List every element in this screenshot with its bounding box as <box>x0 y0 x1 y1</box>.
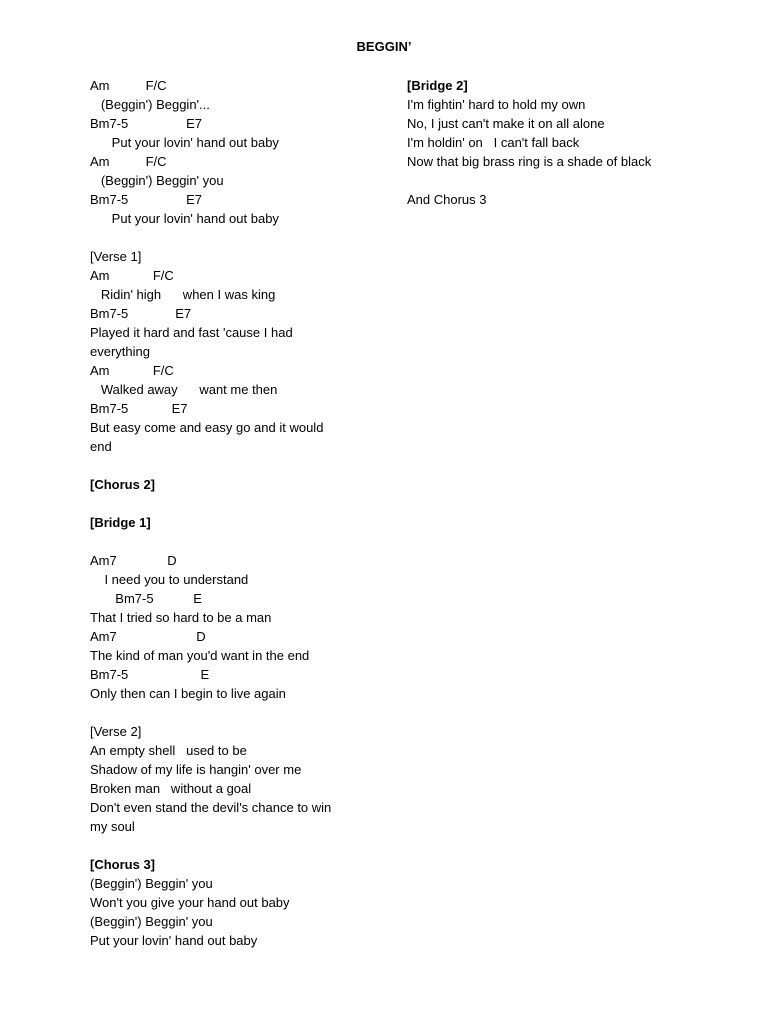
blank-line <box>90 532 390 551</box>
lyric-line: [Bridge 2] <box>407 78 468 93</box>
lyric-line: (Beggin') Beggin'... <box>90 97 210 112</box>
lyric-line: Bm7-5 E7 <box>90 306 192 321</box>
lyric-line: I'm holdin' on I can't fall back <box>407 135 580 150</box>
right-column <box>407 76 747 209</box>
lyric-line: Shadow of my life is hangin' over me <box>90 762 302 777</box>
lyric-line: Bm7-5 E <box>90 667 210 682</box>
lyric-line: Am F/C <box>90 78 167 93</box>
lyric-line: Don't even stand the devil's chance to win <box>90 800 332 815</box>
lyric-line: But easy come and easy go and it would <box>90 420 324 435</box>
lyric-line: Won't you give your hand out baby <box>90 895 290 910</box>
blank-line <box>90 703 390 722</box>
lyric-line: Bm7-5 E7 <box>90 192 202 207</box>
lyric-line: (Beggin') Beggin' you <box>90 173 224 188</box>
lyric-line: Ridin' high when I was king <box>90 287 276 302</box>
lyric-line: Walked away want me then <box>90 382 278 397</box>
lyric-line: [Bridge 1] <box>90 515 151 530</box>
lyric-line: I'm fightin' hard to hold my own <box>407 97 586 112</box>
lyric-line: No, I just can't make it on all alone <box>407 116 605 131</box>
lyric-line: Put your lovin' hand out baby <box>90 135 279 150</box>
left-column <box>90 76 390 950</box>
lyric-line: Played it hard and fast 'cause I had <box>90 325 293 340</box>
lyric-line: (Beggin') Beggin' you <box>90 876 213 891</box>
lyric-line: [Verse 1] <box>90 249 142 264</box>
lyric-line: The kind of man you'd want in the end <box>90 648 310 663</box>
lyric-line: Broken man without a goal <box>90 781 252 796</box>
lyric-line: I need you to understand <box>90 572 249 587</box>
lyric-line: An empty shell used to be <box>90 743 247 758</box>
lyric-line: Am F/C <box>90 363 174 378</box>
lyric-line: Bm7-5 E <box>90 591 202 606</box>
lyric-line: Am F/C <box>90 154 167 169</box>
lyric-line: end <box>90 439 112 454</box>
lyric-line: And Chorus 3 <box>407 192 487 207</box>
lyric-line: Now that big brass ring is a shade of black <box>407 154 652 169</box>
blank-line <box>90 456 390 475</box>
lyric-line: my soul <box>90 819 135 834</box>
lyric-line: Am7 D <box>90 629 206 644</box>
lyric-line: Put your lovin' hand out baby <box>90 211 279 226</box>
blank-line <box>90 228 390 247</box>
page-title: BEGGIN’ <box>356 39 412 54</box>
lyric-line: Am7 D <box>90 553 177 568</box>
lyric-line: everything <box>90 344 150 359</box>
lyric-line: [Chorus 3] <box>90 857 155 872</box>
lyric-line: Put your lovin' hand out baby <box>90 933 258 948</box>
blank-line <box>90 494 390 513</box>
lyric-line: That I tried so hard to be a man <box>90 610 272 625</box>
lyric-line: (Beggin') Beggin' you <box>90 914 213 929</box>
lyric-line: Am F/C <box>90 268 174 283</box>
blank-line <box>90 836 390 855</box>
lyric-line: Only then can I begin to live again <box>90 686 286 701</box>
lyric-line: [Chorus 2] <box>90 477 155 492</box>
blank-line <box>407 171 747 190</box>
lyric-line: [Verse 2] <box>90 724 142 739</box>
lyric-line: Bm7-5 E7 <box>90 401 188 416</box>
lyric-line: Bm7-5 E7 <box>90 116 202 131</box>
